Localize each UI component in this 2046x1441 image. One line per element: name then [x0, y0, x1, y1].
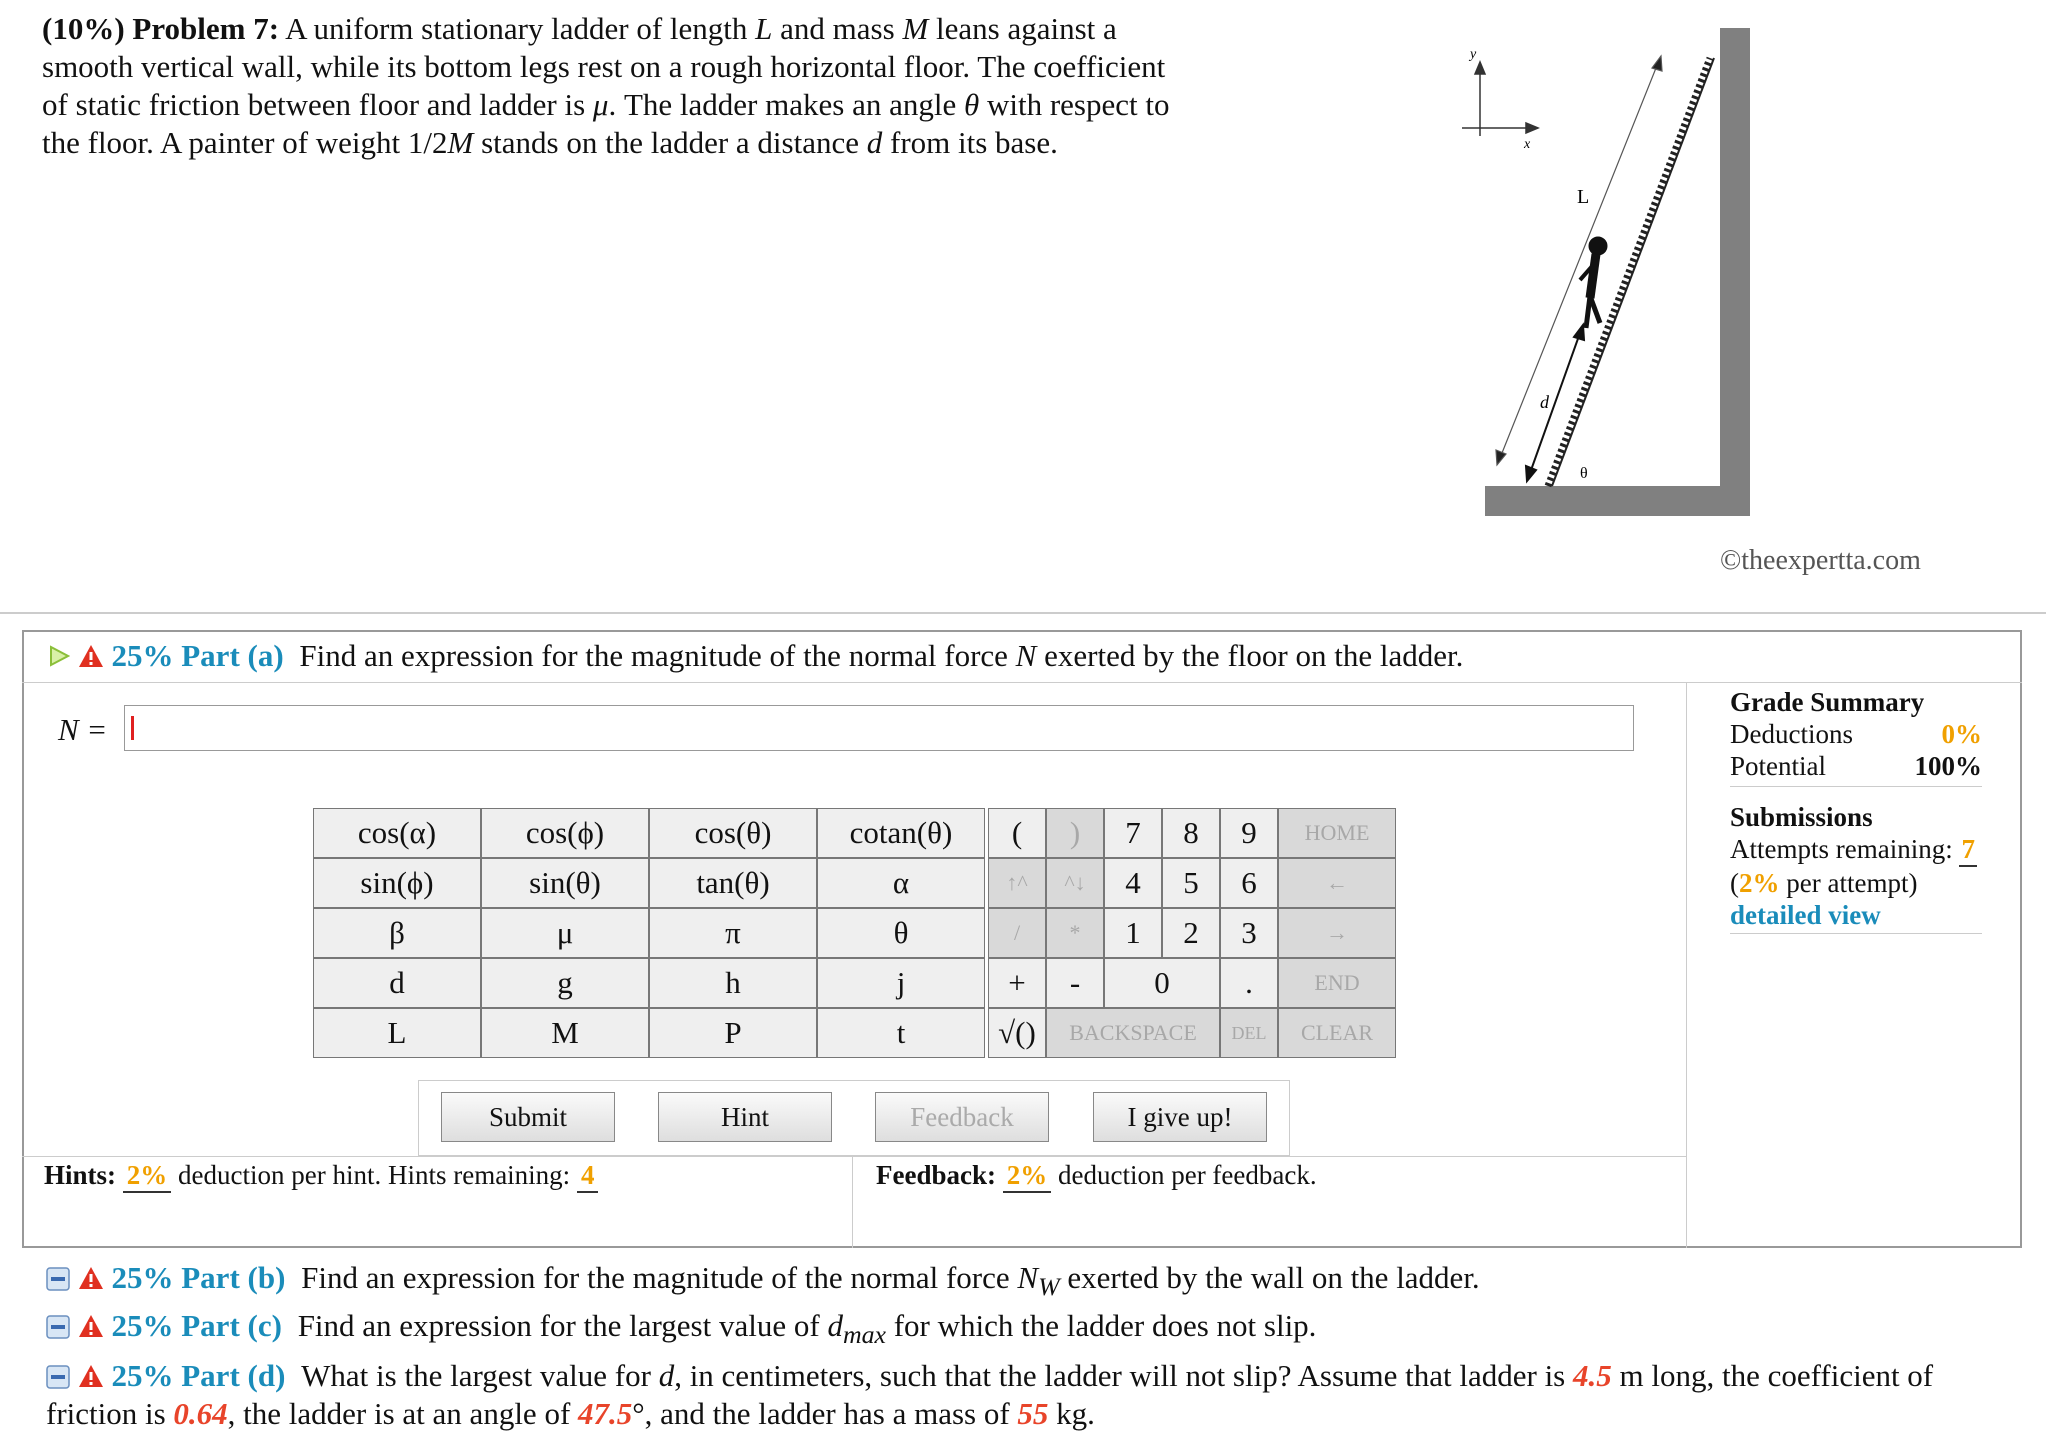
divider	[852, 1156, 853, 1248]
key-1[interactable]: 1	[1104, 908, 1162, 958]
give-up-button[interactable]: I give up!	[1093, 1092, 1267, 1142]
axis-y-label: y	[1470, 47, 1477, 62]
grade-title: Grade Summary	[1730, 687, 1925, 717]
grade-summary	[1730, 686, 1982, 934]
key-up-caret[interactable]: ↑^	[988, 858, 1046, 908]
potential-label: Potential	[1730, 751, 1826, 781]
problem-text: . The ladder makes an angle	[608, 87, 964, 122]
key-6[interactable]: 6	[1220, 858, 1278, 908]
attempts-label: Attempts remaining:	[1730, 834, 1953, 864]
divider	[22, 1156, 1686, 1157]
copyright: ©theexpertta.com	[1720, 545, 1921, 576]
key-pi[interactable]: π	[649, 908, 817, 958]
var-N: N	[1015, 638, 1037, 673]
floor	[1485, 486, 1750, 516]
per-attempt-pct: 2%	[1739, 868, 1780, 898]
hint-button[interactable]: Hint	[658, 1092, 832, 1142]
key-5[interactable]: 5	[1162, 858, 1220, 908]
attempts-value: 7	[1959, 833, 1977, 867]
ladder	[1548, 58, 1710, 486]
key-cotan-theta[interactable]: cotan(θ)	[817, 808, 985, 858]
key-home[interactable]: HOME	[1278, 808, 1396, 858]
part-d-question: m long, the coefficient of friction is	[46, 1358, 1934, 1431]
part-c-header[interactable]	[46, 1308, 1316, 1350]
deductions-label: Deductions	[1730, 719, 1853, 749]
key-clear[interactable]: CLEAR	[1278, 1008, 1396, 1058]
key-2[interactable]: 2	[1162, 908, 1220, 958]
painter-figure	[1580, 237, 1607, 328]
part-c-question: Find an expression for the largest value of	[297, 1308, 828, 1343]
problem-text: leans against a smooth vertical wall, while its bottom legs rest on a rough horizontal floor. The coefficient of static friction between floor and ladder is	[42, 11, 1166, 122]
answer-label: N =	[58, 712, 108, 747]
warning-icon	[78, 1313, 104, 1339]
problem-text: and mass	[772, 11, 903, 46]
part-d-question: What is the largest value for	[301, 1358, 659, 1393]
feedback-info	[876, 1160, 1317, 1193]
part-b-title: 25% Part (b)	[111, 1260, 286, 1295]
key-sin-theta[interactable]: sin(θ)	[481, 858, 649, 908]
key-sin-phi[interactable]: sin(ϕ)	[313, 858, 481, 908]
hints-remaining: 4	[577, 1160, 599, 1193]
deductions-value: 0%	[1941, 719, 1982, 749]
key-cos-phi[interactable]: cos(ϕ)	[481, 808, 649, 858]
part-c-question: for which the ladder does not slip.	[885, 1308, 1317, 1343]
key-7[interactable]: 7	[1104, 808, 1162, 858]
key-star[interactable]: *	[1046, 908, 1104, 958]
ladder-rail	[1552, 58, 1714, 486]
problem-percent: (10%)	[42, 11, 125, 46]
key-slash[interactable]: /	[988, 908, 1046, 958]
key-g[interactable]: g	[481, 958, 649, 1008]
key-cos-alpha[interactable]: cos(α)	[313, 808, 481, 858]
divider	[1686, 682, 1687, 1248]
collapse-icon[interactable]	[46, 1315, 70, 1339]
submissions-title: Submissions	[1730, 802, 1873, 832]
key-right-arrow[interactable]: →	[1278, 908, 1396, 958]
key-P[interactable]: P	[649, 1008, 817, 1058]
part-b-header[interactable]	[46, 1260, 1480, 1302]
feedback-label: Feedback:	[876, 1160, 996, 1190]
key-sqrt[interactable]: √()	[988, 1008, 1046, 1058]
key-beta[interactable]: β	[313, 908, 481, 958]
key-open-paren[interactable]: (	[988, 808, 1046, 858]
key-down-caret[interactable]: ^↓	[1046, 858, 1104, 908]
var-d: d	[866, 125, 883, 160]
part-d-question: °, and the ladder has a mass of	[632, 1396, 1018, 1431]
key-8[interactable]: 8	[1162, 808, 1220, 858]
key-0[interactable]: 0	[1104, 958, 1220, 1008]
feedback-deduction: 2%	[1003, 1160, 1052, 1193]
part-d-title: 25% Part (d)	[111, 1358, 286, 1393]
divider	[22, 682, 2022, 683]
per-attempt-text: per attempt)	[1786, 868, 1918, 898]
key-del[interactable]: DEL	[1220, 1008, 1278, 1058]
collapse-icon[interactable]	[46, 1267, 70, 1291]
var-d: d	[827, 1308, 843, 1343]
feedback-text: deduction per feedback.	[1057, 1160, 1317, 1190]
key-L[interactable]: L	[313, 1008, 481, 1058]
key-M[interactable]: M	[481, 1008, 649, 1058]
key-dot[interactable]: .	[1220, 958, 1278, 1008]
key-h[interactable]: h	[649, 958, 817, 1008]
problem-text: from its base.	[882, 125, 1058, 160]
key-t[interactable]: t	[817, 1008, 985, 1058]
key-minus[interactable]: -	[1046, 958, 1104, 1008]
var-N: N	[1017, 1260, 1039, 1295]
var-theta: θ	[963, 87, 980, 122]
var-mu: μ	[592, 87, 609, 122]
expand-play-icon[interactable]	[48, 644, 70, 668]
ladder-figure	[1440, 18, 2010, 578]
part-a-header	[48, 638, 1463, 674]
text-cursor	[131, 716, 134, 740]
hints-info	[44, 1160, 598, 1193]
hints-label: Hints:	[44, 1160, 117, 1190]
key-close-paren[interactable]: )	[1046, 808, 1104, 858]
key-cos-theta[interactable]: cos(θ)	[649, 808, 817, 858]
problem-text: A uniform stationary ladder of length	[285, 11, 756, 46]
part-b-question: Find an expression for the magnitude of the normal force	[301, 1260, 1018, 1295]
key-mu[interactable]: μ	[481, 908, 649, 958]
divider	[0, 612, 2046, 614]
var-d: d	[658, 1358, 675, 1393]
potential-value: 100%	[1914, 751, 1982, 781]
key-theta[interactable]: θ	[817, 908, 985, 958]
distance-arrow	[1526, 325, 1584, 481]
problem-text: with respect to the floor. A painter of weight 1/2	[42, 87, 1170, 160]
answer-input[interactable]	[124, 705, 1634, 751]
collapse-icon[interactable]	[46, 1365, 70, 1389]
key-9[interactable]: 9	[1220, 808, 1278, 858]
wall	[1720, 28, 1750, 516]
key-plus[interactable]: +	[988, 958, 1046, 1008]
key-3[interactable]: 3	[1220, 908, 1278, 958]
given-mu: 0.64	[173, 1396, 228, 1431]
problem-statement	[42, 10, 1192, 162]
part-a-question: Find an expression for the magnitude of the normal force	[299, 638, 1016, 673]
key-alpha[interactable]: α	[817, 858, 985, 908]
hints-text: deduction per hint. Hints remaining:	[178, 1160, 571, 1190]
part-a-question: exerted by the floor on the ladder.	[1036, 638, 1464, 673]
warning-icon	[78, 1363, 104, 1389]
submit-button[interactable]: Submit	[441, 1092, 615, 1142]
part-b-question: exerted by the wall on the ladder.	[1059, 1260, 1480, 1295]
hint-deduction: 2%	[123, 1160, 172, 1193]
var-M: M	[447, 125, 474, 160]
label-theta: θ	[1580, 465, 1588, 482]
var-sub-W: W	[1038, 1272, 1060, 1302]
key-tan-theta[interactable]: tan(θ)	[649, 858, 817, 908]
var-M: M	[902, 11, 929, 46]
given-mass: 55	[1017, 1396, 1049, 1431]
key-j[interactable]: j	[817, 958, 985, 1008]
axes	[1462, 62, 1538, 136]
key-backspace[interactable]: BACKSPACE	[1046, 1008, 1220, 1058]
key-4[interactable]: 4	[1104, 858, 1162, 908]
part-d-question: , in centimeters, such that the ladder will not slip? Assume that ladder is	[674, 1358, 1573, 1393]
detailed-view-link[interactable]: detailed view	[1730, 899, 1982, 934]
given-length: 4.5	[1573, 1358, 1612, 1393]
part-d-question: , the ladder is at an angle of	[227, 1396, 579, 1431]
key-end[interactable]: END	[1278, 958, 1396, 1008]
problem-label: Problem 7:	[132, 11, 280, 46]
problem-text: stands on the ladder a distance	[473, 125, 867, 160]
axis-x-label: x	[1524, 137, 1531, 152]
paren: (	[1730, 868, 1739, 898]
label-L: L	[1577, 186, 1590, 208]
part-a-title: 25% Part (a)	[111, 638, 284, 673]
warning-icon	[78, 1265, 104, 1291]
part-d-header[interactable]	[46, 1357, 1996, 1433]
var-L: L	[755, 11, 773, 46]
given-angle: 47.5	[578, 1396, 633, 1431]
part-d-question: kg.	[1048, 1396, 1095, 1431]
key-d[interactable]: d	[313, 958, 481, 1008]
label-d: d	[1540, 392, 1549, 412]
key-left-arrow[interactable]: ←	[1278, 858, 1396, 908]
var-sub-max: max	[842, 1320, 886, 1350]
feedback-button[interactable]: Feedback	[875, 1092, 1049, 1142]
warning-icon	[78, 643, 104, 669]
part-c-title: 25% Part (c)	[111, 1308, 282, 1343]
